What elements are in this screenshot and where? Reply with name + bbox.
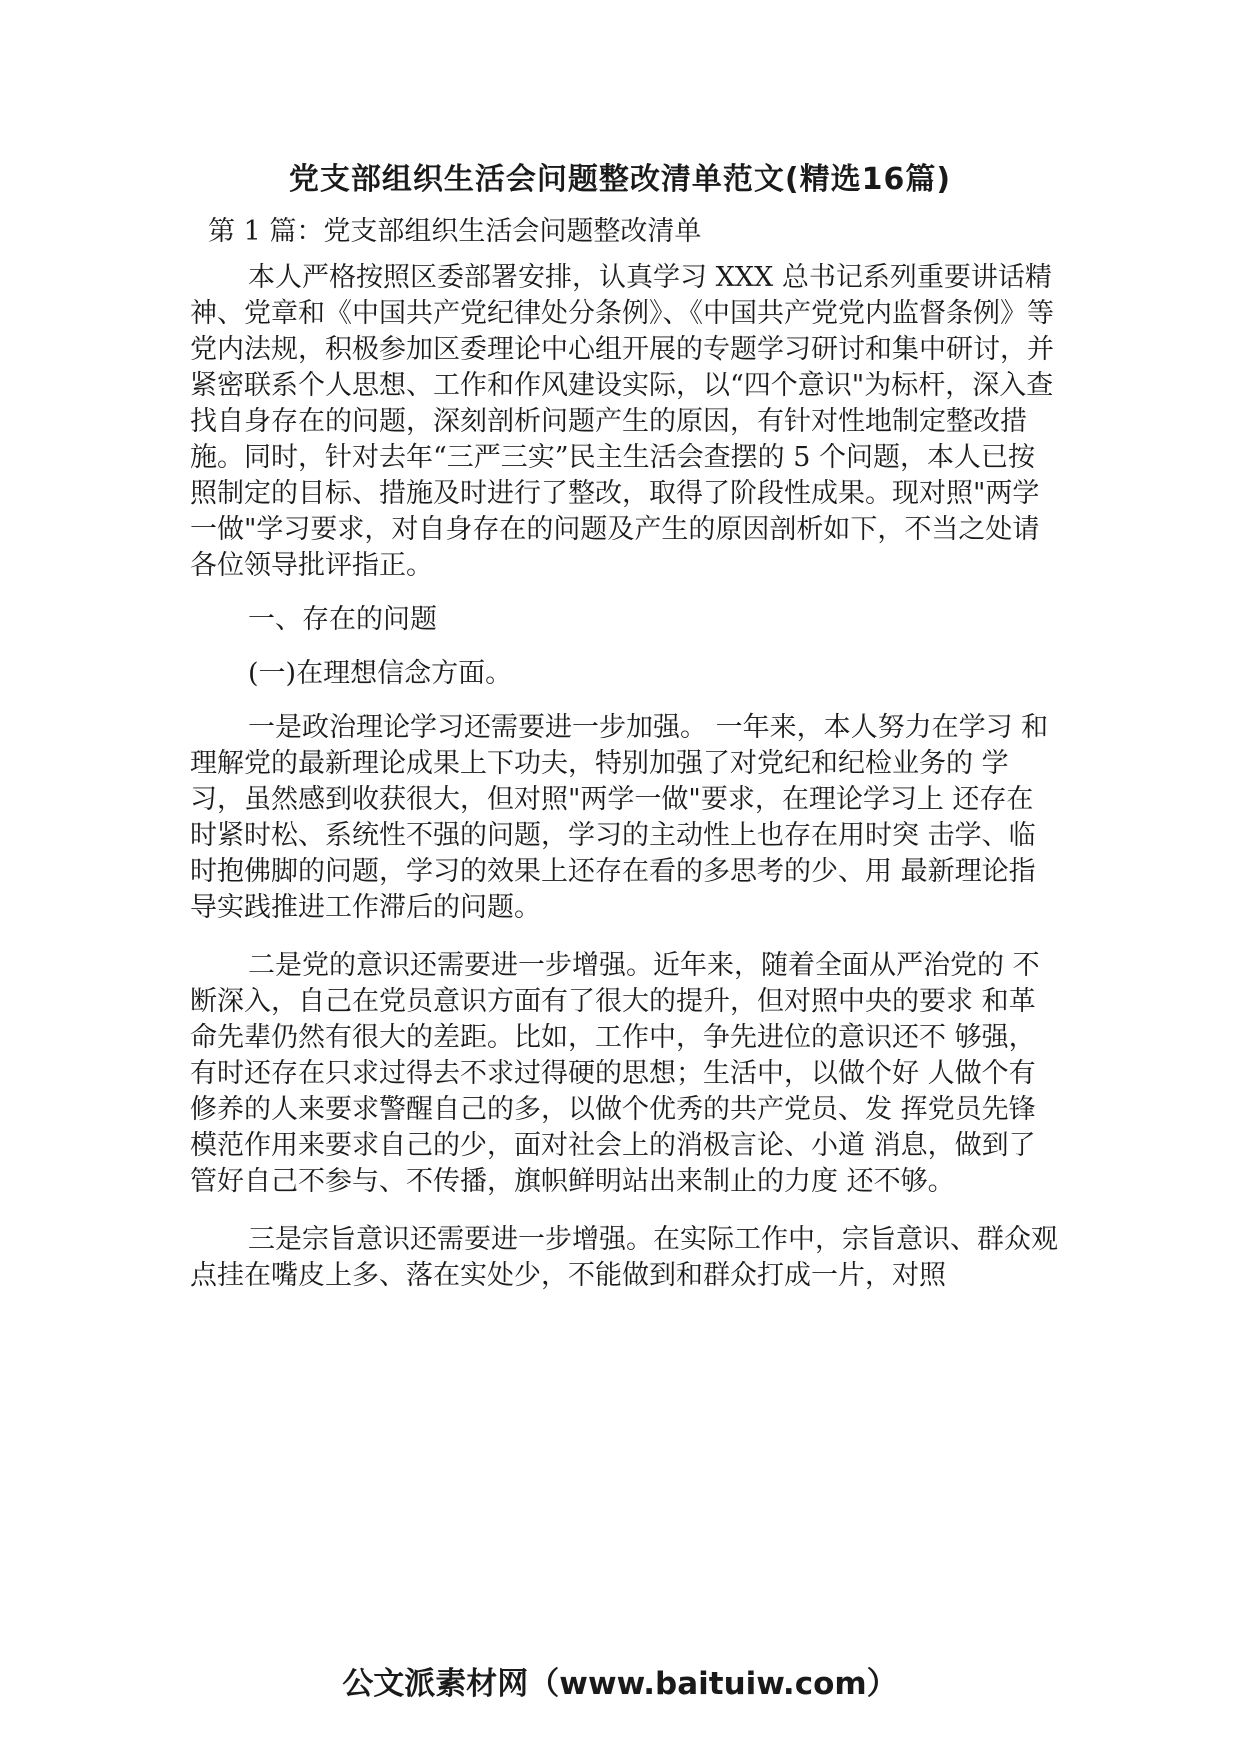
section-heading: 第 1 篇：党支部组织生活会问题整改清单 (208, 216, 702, 247)
paragraph-intro: 本人严格按照区委部署安排，认真学习 XXX 总书记系列重要讲话精神、党章和《中国共产党纪律处分条例》、《中国共产党党内监督条例》等党内法规，积极参加区委理论中心组开展的专题学习研讨和集中研讨，并紧密联系个人思想、工作和作风建设实际，以“四个意识"为标杆，深入查找自身存在的问题，深刻剖析问题产生的原因，有针对性地制定整改措施。同时，针对去年“三严三实”民主生活会查摆的 5 个问题，本人已按照制定的目标、措施及时进行了整改，取得了阶段性成果。现对照"两学一做"学习要求，对自身存在的问题及产生的原因剖析如下，不当之处请各位领导批评指正。 (190, 262, 1054, 581)
page-title: 党支部组织生活会问题整改清单范文(精选16篇) (288, 162, 952, 197)
paragraph-purpose-awareness: 三是宗旨意识还需要进一步增强。在实际工作中，宗旨意识、群众观点挂在嘴皮上多、落在实处少，不能做到和群众打成一片，对照 (190, 1224, 1058, 1291)
footer-source: 公文派素材网（www.baituiw.com） (342, 1666, 898, 1702)
paragraph-party-awareness: 二是党的意识还需要进一步增强。近年来，随着全面从严治党的 不断深入，自己在党员意识方面有了很大的提升，但对照中央的要求 和革命先辈仍然有很大的差距。比如，工作中，争先进位的意识还不 够强，有时还存在只求过得去不求过得硬的思想；生活中，以做个好 人做个有修养的人来要求警醒自己的多，以做个优秀的共产党员、发 挥党员先锋模范作用来要求自己的少，面对社会上的消极言论、小道 消息，做到了管好自己不参与、不传播，旗帜鲜明站出来制止的力度 还不够。 (190, 950, 1040, 1197)
heading-existing-problems: 一、存在的问题 (248, 604, 437, 635)
document-body (190, 260, 1060, 1294)
subheading-ideals-beliefs: (一)在理想信念方面。 (248, 658, 513, 689)
paragraph-political-theory: 一是政治理论学习还需要进一步加强。 一年来，本人努力在学习 和理解党的最新理论成果上下功夫，特别加强了对党纪和纪检业务的 学习，虽然感到收获很大，但对照"两学一做"要求，在理论学习上 还存在时紧时松、系统性不强的问题，学习的主动性上也存在用时突 击学、临时抱佛脚的问题，学习的效果上还存在看的多思考的少、用 最新理论指导实践推进工作滞后的问题。 (190, 712, 1049, 923)
